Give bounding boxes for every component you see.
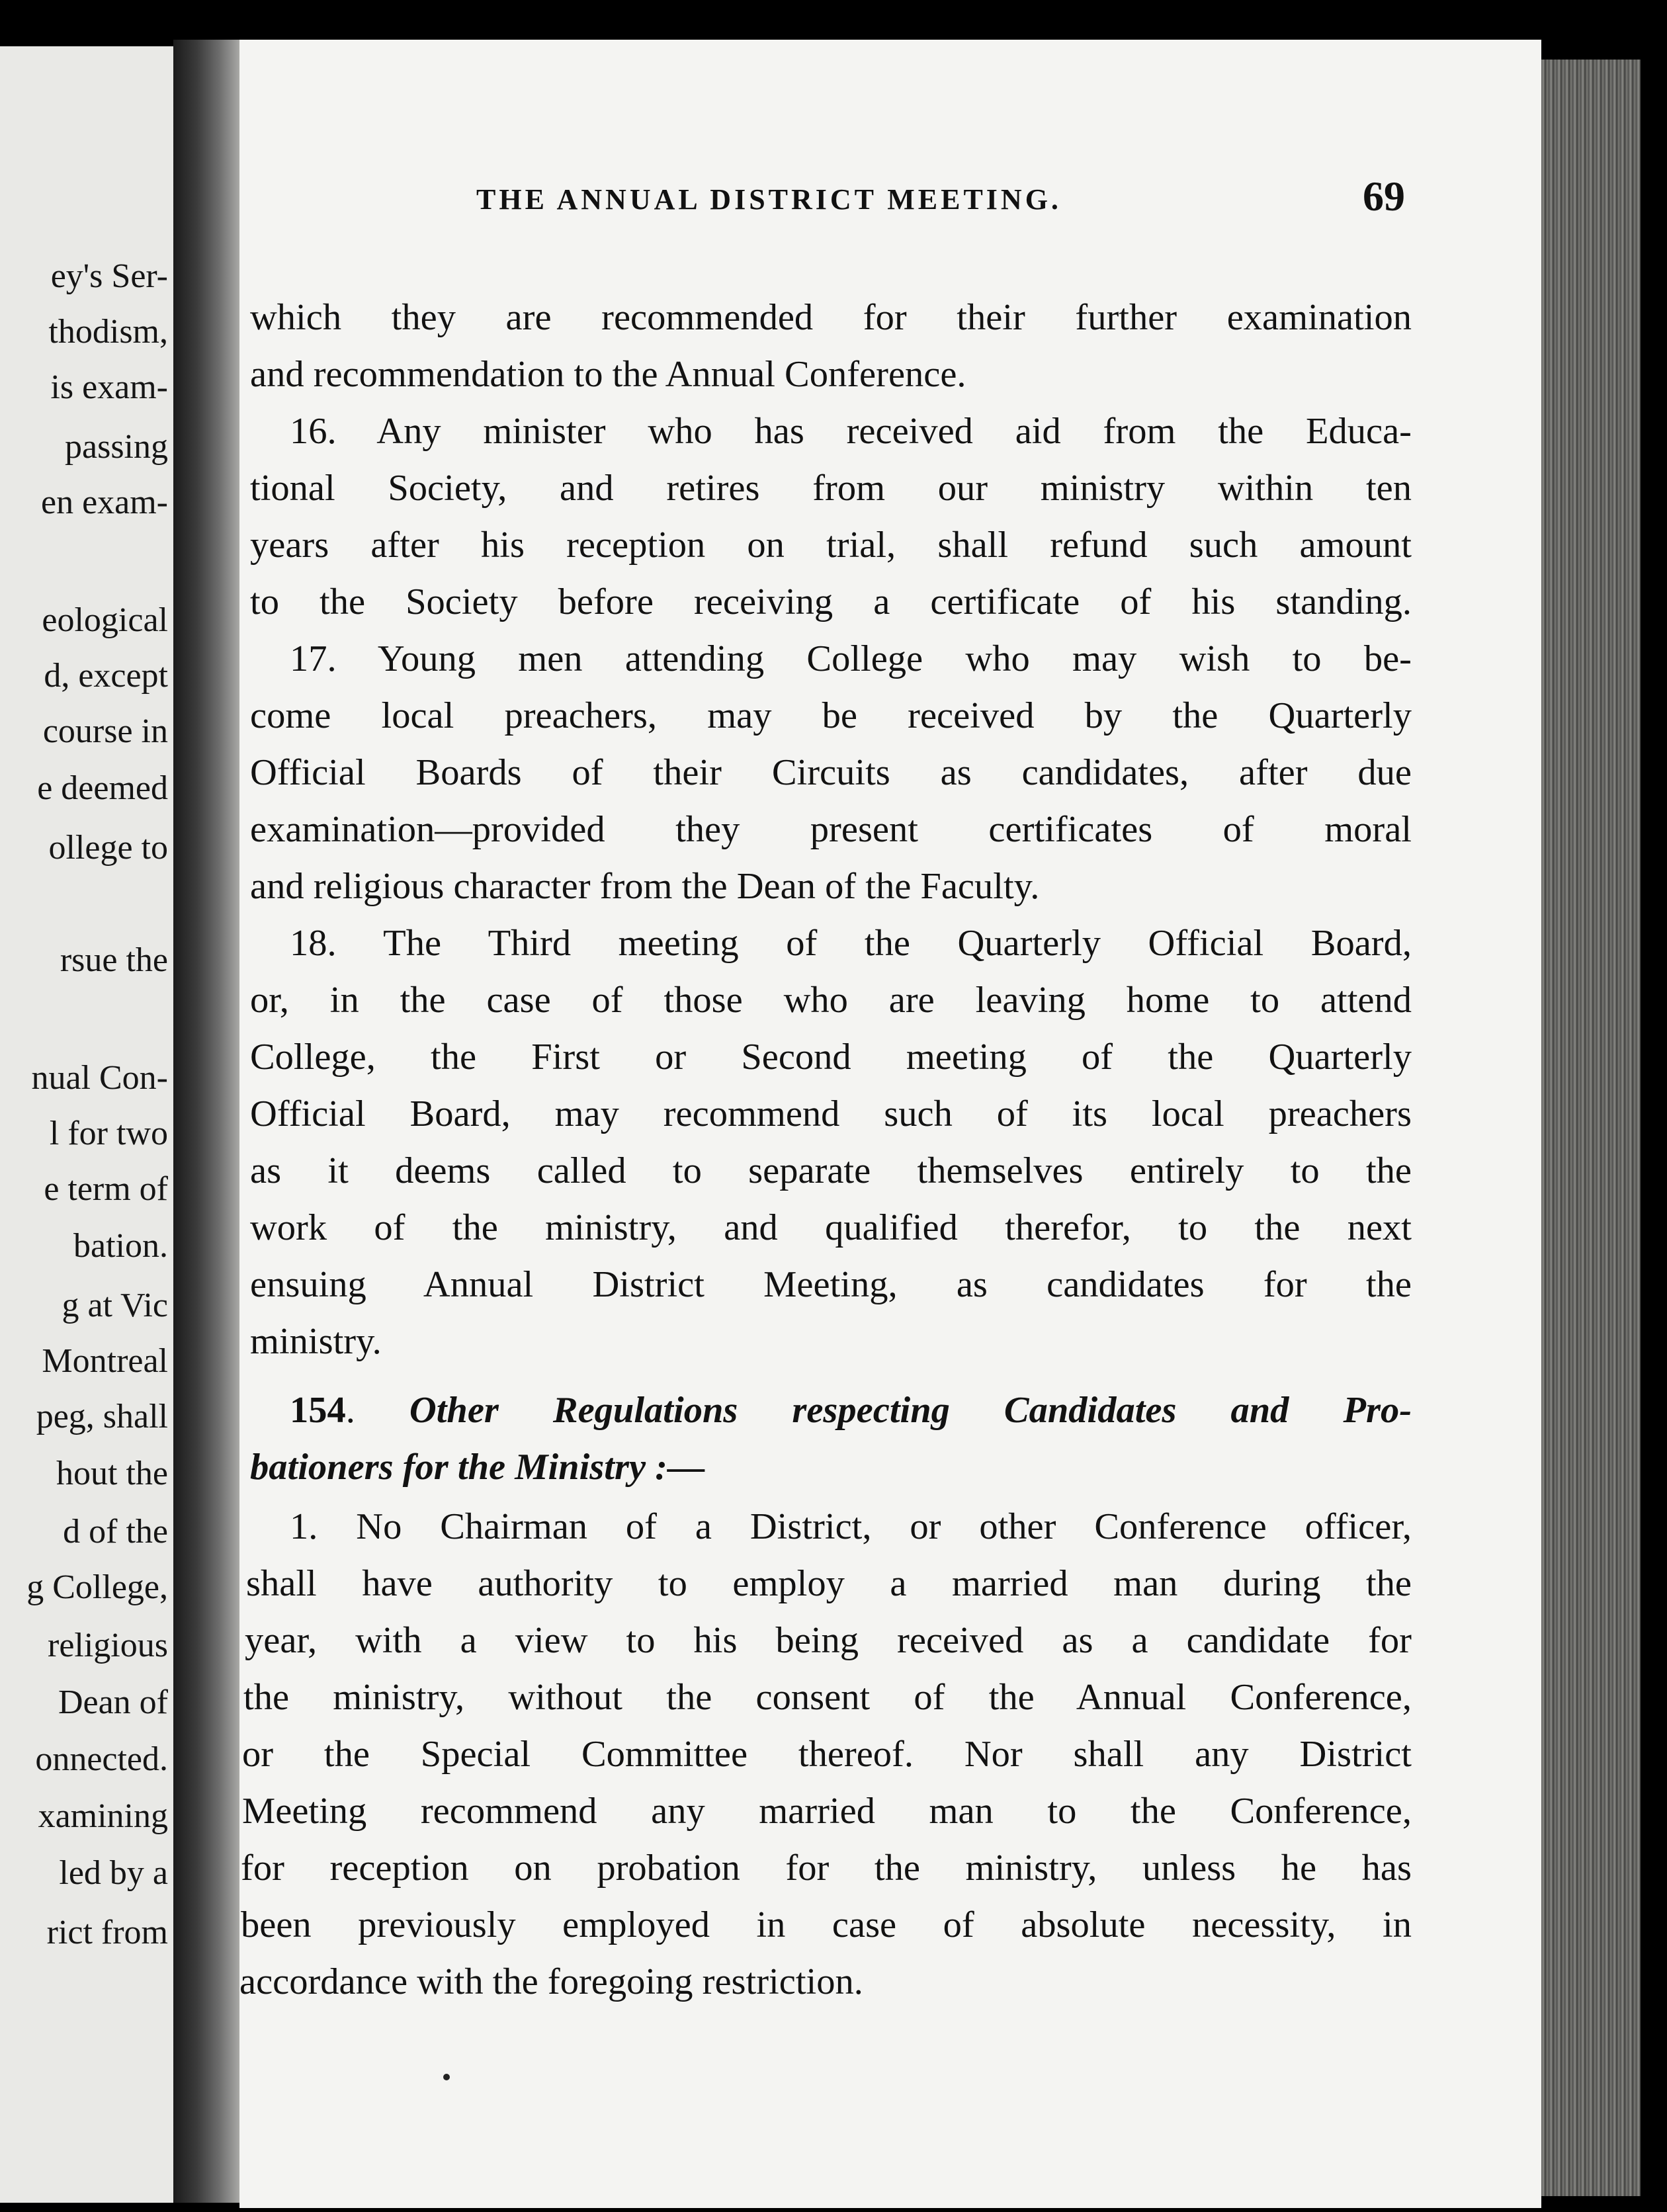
left-page-fragment: led by a <box>59 1854 168 1892</box>
page-number: 69 <box>1363 173 1405 220</box>
left-page-fragment: bation. <box>73 1227 168 1265</box>
text-line: been previously employed in case of absolute necessity, in <box>241 1904 1412 1945</box>
left-page-fragment: Montreal <box>42 1342 168 1380</box>
left-page-fragment: rsue the <box>60 941 168 979</box>
left-page-fragment: en exam- <box>40 484 168 521</box>
text-line: and religious character from the Dean of the Faculty. <box>250 866 1040 907</box>
text-line: 18. The Third meeting of the Quarterly Official Board, <box>290 923 1412 964</box>
left-facing-page <box>0 46 173 2203</box>
left-page-fragment: peg, shall <box>36 1398 168 1435</box>
section-heading: 154. Other Regulations respecting Candidates and Pro- <box>290 1390 1412 1431</box>
text-line: Official Board, may recommend such of its local preachers <box>250 1093 1412 1134</box>
text-line: ensuing Annual District Meeting, as candidates for the <box>250 1264 1412 1305</box>
left-page-fragment: eological <box>42 601 168 639</box>
left-page-fragment: ollege to <box>48 829 168 867</box>
left-page-fragment: Dean of <box>58 1683 168 1721</box>
left-page-fragment: xamining <box>38 1797 168 1835</box>
section-title-continued: bationers for the Ministry :— <box>250 1447 705 1488</box>
text-line: 1. No Chairman of a District, or other Conference officer, <box>290 1506 1412 1547</box>
ink-speck <box>443 2074 450 2080</box>
text-line: year, with a view to his being received as a candidate for <box>245 1620 1412 1661</box>
book-page <box>239 40 1541 2208</box>
text-line: Official Boards of their Circuits as candidates, after due <box>250 752 1412 793</box>
text-line: College, the First or Second meeting of the Quarterly <box>250 1037 1412 1078</box>
section-title: Other Regulations respecting Candidates and Pro- <box>409 1390 1412 1431</box>
page-header <box>239 173 1541 232</box>
section-number: 154 <box>290 1390 346 1431</box>
text-line: as it deems called to separate themselves entirely to the <box>250 1150 1412 1191</box>
left-page-fragment: passing <box>65 428 168 466</box>
left-page-fragment: hout the <box>56 1455 168 1492</box>
text-line: which they are recommended for their further examination <box>250 297 1412 338</box>
text-line: for reception on probation for the ministry, unless he has <box>241 1848 1412 1889</box>
text-line: Meeting recommend any married man to the Conference, <box>242 1791 1412 1832</box>
left-page-fragment: e term of <box>44 1170 168 1208</box>
left-page-fragment: d, except <box>44 657 168 695</box>
text-line: examination—provided they present certificates of moral <box>250 809 1412 850</box>
text-line: work of the ministry, and qualified therefor, to the next <box>250 1207 1412 1248</box>
left-page-fragment: rict from <box>46 1914 168 1951</box>
left-page-fragment: nual Con- <box>31 1059 168 1097</box>
text-line: tional Society, and retires from our ministry within ten <box>250 468 1412 509</box>
left-page-fragment: g College, <box>26 1568 168 1606</box>
text-line: 16. Any minister who has received aid from the Educa- <box>290 411 1412 452</box>
text-line: years after his reception on trial, shall refund such amount <box>250 525 1412 566</box>
left-page-fragment: l for two <box>49 1115 168 1152</box>
left-page-fragment: ey's Ser- <box>50 257 168 295</box>
running-title: THE ANNUAL DISTRICT MEETING. <box>476 183 1062 216</box>
left-page-fragment: d of the <box>63 1513 168 1551</box>
book-gutter <box>173 40 239 2203</box>
text-line: come local preachers, may be received by the Quarterly <box>250 695 1412 736</box>
text-line: 17. Young men attending College who may wish to be- <box>290 638 1412 679</box>
page-stack-edge <box>1541 60 1641 2196</box>
text-line: or, in the case of those who are leaving home to attend <box>250 980 1412 1021</box>
text-line: or the Special Committee thereof. Nor shall any District <box>242 1734 1412 1775</box>
text-line: ministry. <box>250 1321 382 1362</box>
left-page-fragment: religious <box>48 1627 168 1664</box>
text-line: shall have authority to employ a married man during the <box>246 1563 1412 1604</box>
left-page-fragment: thodism, <box>48 313 168 351</box>
text-line: the ministry, without the consent of the Annual Conference, <box>243 1677 1412 1718</box>
left-page-fragment: e deemed <box>37 769 168 807</box>
left-page-fragment: course in <box>42 712 168 750</box>
text-line: to the Society before receiving a certificate of his standing. <box>250 581 1412 622</box>
left-page-fragment: onnected. <box>35 1740 168 1778</box>
text-line: accordance with the foregoing restriction. <box>239 1961 863 2002</box>
text-line: and recommendation to the Annual Conference. <box>250 354 966 395</box>
left-page-fragment: g at Vic <box>62 1287 168 1324</box>
left-page-fragment: is exam- <box>50 368 168 406</box>
